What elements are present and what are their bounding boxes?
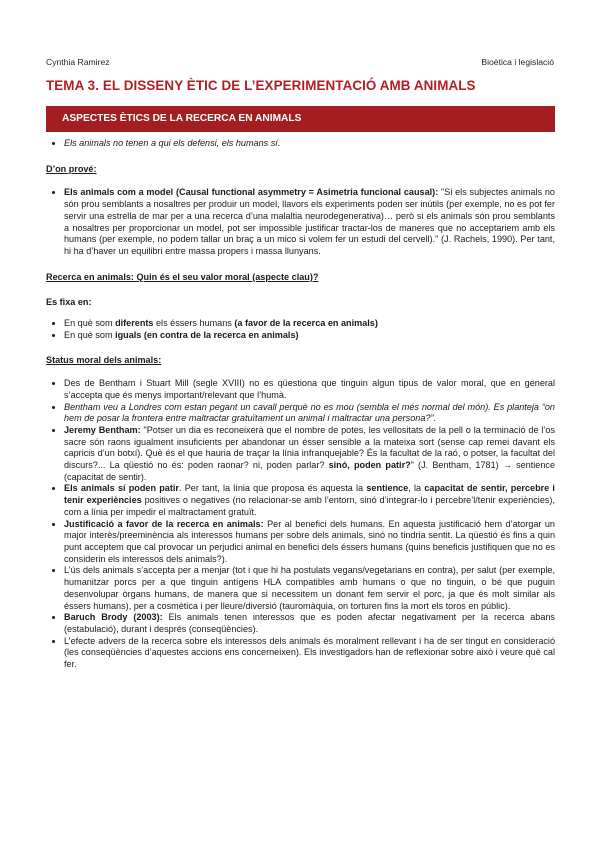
- list-item: [64, 318, 555, 330]
- bentham-text: "Potser un dia es reconeixerà que el nombre de potes, les vellositats de la pell o la terminació de l’os sacre són raons igualment insuficients per abandonar un ésser sensible a la mateixa sort (sense cap remei davant els capricis d’un botxí). Què és el que hauria de traçar la línia infranquejable? És la facultat de la raó, o potser, la facultat del discurs?... La qüestió no és: poden raonar? ni, poden parlar?: [64, 424, 555, 471]
- item-bold: (en contra de la recerca en animals): [143, 329, 299, 340]
- page-title: TEMA 3. EL DISSENY ÈTIC DE L’EXPERIMENTACIÓ AMB ANIMALS: [46, 78, 476, 93]
- intro-list: [46, 138, 555, 150]
- sentience-bullet: [64, 483, 555, 518]
- justification-text: Per al benefici dels humans. En aquesta justificació hem d’atorgar un major interès/preeminència als interessos humans per sobre dels animals, sinó no tindria sentit. La qüestió és fins a quin punt acceptem que cal provocar un perjudici animal en benefici dels éssers humans (quins beneficis justifiquen que no es considerin els interessos dels animals?).: [64, 518, 555, 564]
- sentience-text: . Per tant, la línia que proposa és aquesta la: [178, 483, 367, 494]
- bentham-bold: Jeremy Bentham:: [64, 424, 141, 435]
- moral-status-list: [46, 378, 555, 671]
- page-header: [46, 57, 554, 67]
- sentience-text-2: , la: [408, 483, 425, 494]
- brody-bullet: [64, 612, 555, 635]
- bentham-horse-bullet: • Bentham veu a Londres com estan pegant un cavall perquè no es mou (sembla el més normal del món). Es planteja “on hem de posar la frontera entre maltractar gratuïtament un animal i maltractar una persona?”.: [64, 402, 555, 425]
- item-text: En què som: [64, 318, 116, 329]
- animal-use-bullet: • L’ús dels animals s’accepta per a menjar (tot i que hi ha postulats vegans/vegetarians en contra), per salut (per exemple, humanitzar porcs per a que tinguin antígens HLA compatibles amb humans o que no tinguin, o bé que puguin desenvolupar òrgans humans, de manera que si necessitem un donant fem servir el porc, ja que és molt similar als éssers humans), per a cosmètica i per lleure/diversió (tauromàquia, on torturen fins la mort els toros en públic).: [64, 565, 555, 612]
- fixa-list: [46, 318, 555, 341]
- animal-model-bold: Els animals com a model (Causal functional asymmetry = Asimetria funcional causal):: [64, 187, 439, 198]
- heading-research-value: Recerca en animals: Quin és el seu valor moral (aspecte clau)?: [46, 271, 319, 282]
- justification-bullet: [64, 519, 555, 566]
- adverse-effect-bullet: • L’efecte advers de la recerca sobre els interessos dels animals és moralment rellevant i ha de ser tingut en consideració (les conseqüències d’aquestes accions ens concerneixen). Els investigadors han de reflexionar sobre això i veure què cal fer.: [64, 636, 555, 671]
- item-bold: diferents: [115, 318, 154, 329]
- item-text: els éssers humans: [153, 318, 235, 329]
- sentience-bold: Els animals sí poden patir: [64, 483, 179, 494]
- origin-list: [46, 187, 555, 257]
- item-bold: (a favor de la recerca en animals): [234, 318, 378, 329]
- fixa-label: Es fixa en:: [46, 297, 92, 308]
- document-body: [46, 138, 555, 671]
- section-banner: ASPECTES ÈTICS DE LA RECERCA EN ANIMALS: [46, 106, 555, 132]
- bentham-tail: " (J. Bentham, 1781) → sentience (capacitat de sentir).: [64, 460, 556, 482]
- sentience-bold-3: capacitat de sentir, percebre i tenir experiències: [64, 483, 555, 506]
- heading-moral-status: Status moral dels animals:: [46, 355, 162, 366]
- heading-origin: D’on prové:: [46, 163, 97, 174]
- brody-bold: Baruch Brody (2003):: [64, 612, 163, 623]
- brody-text: Els animals tenen interessos que es poden afectar negativament per la recerca abans (estabulació), durant i després (conseqüències).: [64, 612, 555, 634]
- sentience-tail: positives o negatives (no relacionar-se amb l’entorn, sinó d’integrar-lo i percebre’l/tenir experiències), com a línia per impedir el maltractament gratuït.: [64, 495, 555, 517]
- list-item: [64, 330, 555, 342]
- bentham-bold-question: sinó, poden patir?: [328, 460, 411, 471]
- item-bold: iguals: [115, 329, 142, 340]
- course-name: Bioètica i legislació: [481, 57, 554, 67]
- animal-model-text: "Si els subjectes animals no són prou semblants a nosaltres per produir un model, llavors els experiments poden ser inútils (per exemple, no es pot fer servir una estrella de mar per a una recerca d’una malaltia neurodegenerativa)… però si els animals són prou semblants a nosaltres per proporcionar un model, pot ser impossible justificar tractar-los de maneres que no acceptariem amb els humans (per exemple, no podem tallar un braç a un mico si volem fer un estudi del cervell)." (J. Rachels, 1990). Per tant, hi ha d’haver un equilibri entre massa propers i massa llunyans.: [64, 187, 555, 256]
- bentham-quote-bullet: [64, 425, 555, 484]
- justification-bold: Justificació a favor de la recerca en animals:: [64, 518, 264, 529]
- item-text: En què som: [64, 329, 116, 340]
- bentham-mill-bullet: • Des de Bentham i Stuart Mill (segle XVIII) no es qüestiona que tinguin algun tipus de valor moral, que en general s’accepta que és menys important/relevant que l’humà.: [64, 378, 555, 401]
- intro-bullet: • Els animals no tenen a qui els defensi, els humans sí.: [64, 138, 555, 150]
- sentience-bold-2: sentience: [366, 483, 409, 494]
- animal-model-bullet: [64, 187, 555, 257]
- author-name: Cynthia Ramirez: [46, 57, 110, 67]
